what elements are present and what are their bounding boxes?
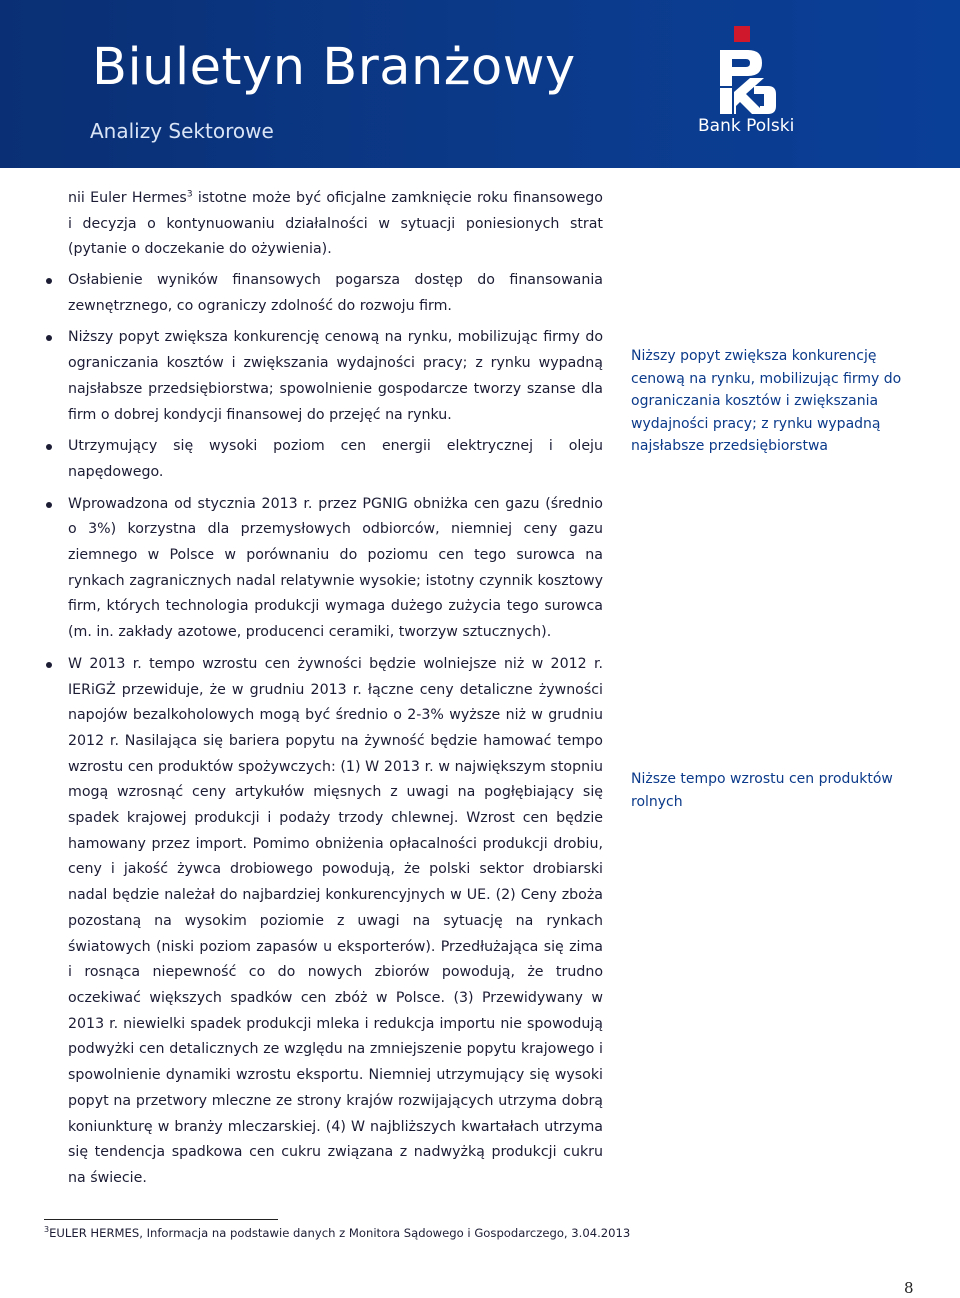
intro-paragraph <box>68 186 603 263</box>
footnote-text: EULER HERMES, Informacja na podstawie danych z Monitora Sądowego i Gospodarczego, 3.04.2013 <box>49 1226 631 1240</box>
publication-title: Biuletyn Branżowy <box>92 38 576 97</box>
sidebar-note-food-prices: Niższe tempo wzrostu cen produktów rolnych <box>631 771 893 810</box>
list-item <box>68 434 603 485</box>
footnote-ref: 3 <box>186 189 193 200</box>
list-item-text: Wprowadzona od stycznia 2013 r. przez PGNIG obniżka cen gazu (średnio o 3%) korzystna dla przemysłowych odbiorców, niemniej ceny gazu ziemnego w Polsce w porównaniu do poziomu cen tego surowca na rynkach zagranicznych nadal relatywnie wysokie; istotny czynnik kosztowy firm, których technologia produkcji wymaga dużego zużycia tego surowca (m. in. zakłady azotowe, producenci ceramiki, tworzyw sztucznych). <box>68 495 603 641</box>
footnote <box>44 1226 630 1240</box>
sidebar-note-competition: Niższy popyt zwiększa konkurencję cenową na rynku, mobilizując firmy do ograniczania kosztów i zwiększania wydajności pracy; z rynku wypadną najsłabsze przedsiębiorstwa <box>631 348 902 454</box>
page-header <box>0 0 960 168</box>
bank-name: Bank Polski <box>698 116 795 136</box>
list-item <box>68 268 603 319</box>
list-item-text: W 2013 r. tempo wzrostu cen żywności będzie wolniejsze niż w 2012 r. IERiGŻ przewiduje, że w grudniu 2013 r. łączne ceny detaliczne żywności napojów bezalkoholowych mogą być średnio o 2-3% wyższe niż w grudniu 2012 r. Nasilająca się bariera popytu na żywność będzie hamować tempo wzrostu cen produktów spożywczych: (1) W 2013 r. w największym stopniu mogą wzrosnąć ceny artykułów mięsnych z uwagi na pogłębiający się spadek krajowej produkcji i podaży trzody chlewnej. Wzrost cen będzie hamowany przez import. Pomimo obniżenia opłacalności produkcji drobiu, ceny i jakość żywca drobiowego powodują, że polski sektor drobiarski nadal będzie należał do najbardziej konkurencyjnych w UE. (2) Ceny zboża pozostaną na wysokim poziomie z uwagi na sytuację na rynkach światowych (niski poziom zapasów u eksporterów). Przedłużająca się zima i rosnąca niepewność co do nowych zbiorów powodują, że trudno oczekiwać większych spadków cen zbóż w Polsce. (3) Przewidywany w 2013 r. niewielki spadek produkcji mleka i redukcja importu nie spowodują podwyżki cen detalicznych ze względu na zmniejszenie popytu krajowego i spowolnienie dynamiki wzrostu eksportu. Niemniej utrzymujący się wysoki popyt na przetwory mleczne ze strony krajów rozwijających utrzyma dobrą koniunkturę w branży mleczarskiej. (4) W najbliższych kwartałach utrzyma się tendencja spadkowa cen cukru związana z nadwyżką produkcji cukru na świecie. <box>68 655 603 1186</box>
list-item-text: Niższy popyt zwiększa konkurencję cenową na rynku, mobilizując firmy do ograniczania kosztów i zwiększania wydajności pracy; z rynku wypadną najsłabsze przedsiębiorstwa; spowolnienie gospodarcze tworzy szanse dla firm o dobrej kondycji finansowej do przejęć na rynku. <box>68 329 603 423</box>
bullet-icon <box>46 335 52 341</box>
publication-subtitle: Analizy Sektorowe <box>90 119 274 143</box>
bullet-list <box>68 268 603 1198</box>
bullet-icon <box>46 502 52 508</box>
footnote-number: 3 <box>44 1225 50 1235</box>
bullet-icon <box>46 444 52 450</box>
list-item-text: Osłabienie wyników finansowych pogarsza dostęp do finansowania zewnętrznego, co ograniczy zdolność do rozwoju firm. <box>68 272 603 314</box>
list-item-text: Utrzymujący się wysoki poziom cen energii elektrycznej i oleju napędowego. <box>68 438 603 480</box>
intro-text-before: nii Euler Hermes <box>68 190 187 206</box>
bullet-icon <box>46 278 52 284</box>
list-item <box>68 652 603 1192</box>
bullet-icon <box>46 662 52 668</box>
list-item <box>68 325 603 428</box>
page-number: 8 <box>904 1279 914 1297</box>
footnote-divider <box>44 1219 278 1220</box>
intro-text-after: istotne może być oficjalne zamknięcie roku finansowego i decyzja o kontynuowaniu działalności w sytuacji poniesionych strat (pytanie o doczekanie do ożywienia). <box>68 190 603 258</box>
list-item <box>68 492 603 646</box>
